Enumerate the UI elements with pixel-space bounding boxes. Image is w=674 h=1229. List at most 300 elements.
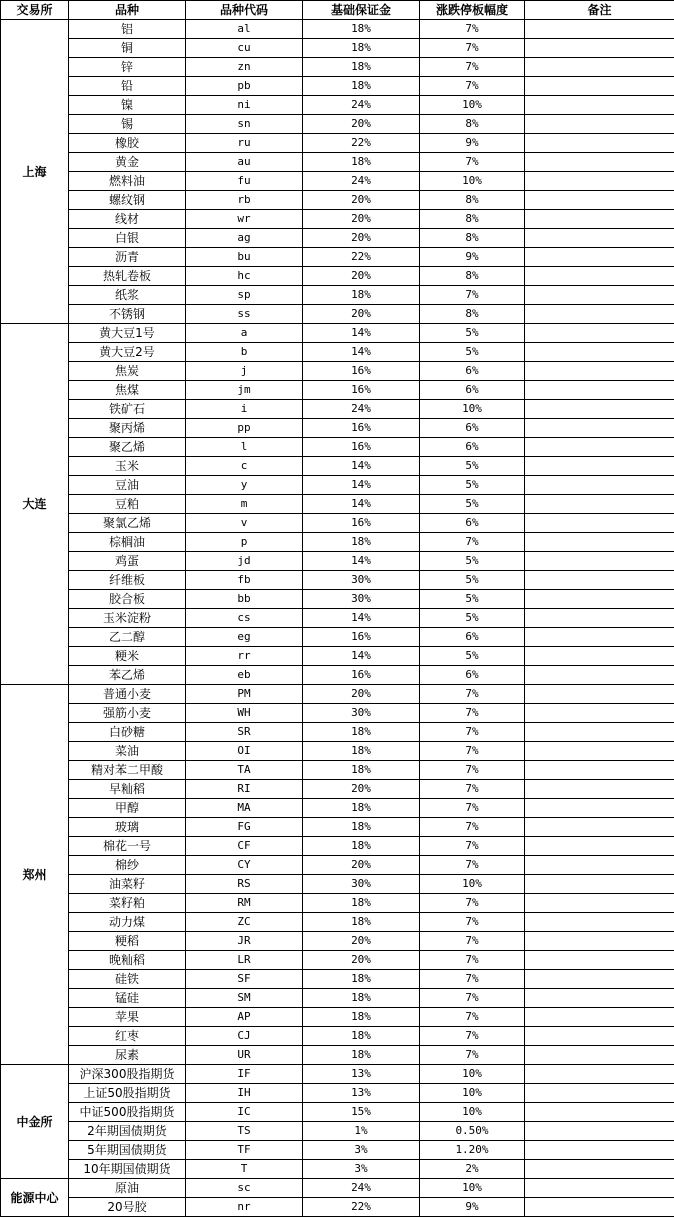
table-row bbox=[1, 20, 674, 39]
limit-cell: 8% bbox=[420, 267, 525, 286]
product-cell: 铜 bbox=[69, 39, 186, 58]
product-cell: 20号胶 bbox=[69, 1198, 186, 1217]
remarks-cell bbox=[525, 894, 674, 913]
code-cell: RS bbox=[186, 875, 303, 894]
code-cell: CF bbox=[186, 837, 303, 856]
margin-cell: 18% bbox=[303, 286, 420, 305]
limit-cell: 7% bbox=[420, 723, 525, 742]
table-row bbox=[1, 58, 674, 77]
code-cell: MA bbox=[186, 799, 303, 818]
code-cell: PM bbox=[186, 685, 303, 704]
header-remarks: 备注 bbox=[525, 1, 674, 20]
limit-cell: 7% bbox=[420, 39, 525, 58]
product-cell: 尿素 bbox=[69, 1046, 186, 1065]
margin-cell: 18% bbox=[303, 742, 420, 761]
remarks-cell bbox=[525, 552, 674, 571]
margin-cell: 13% bbox=[303, 1065, 420, 1084]
table-row bbox=[1, 1103, 674, 1122]
limit-cell: 9% bbox=[420, 1198, 525, 1217]
margin-cell: 24% bbox=[303, 400, 420, 419]
margin-cell: 18% bbox=[303, 894, 420, 913]
code-cell: sp bbox=[186, 286, 303, 305]
product-cell: 沪深300股指期货 bbox=[69, 1065, 186, 1084]
margin-cell: 13% bbox=[303, 1084, 420, 1103]
limit-cell: 7% bbox=[420, 685, 525, 704]
code-cell: IH bbox=[186, 1084, 303, 1103]
header-row bbox=[1, 1, 674, 20]
table-row bbox=[1, 894, 674, 913]
table-row bbox=[1, 476, 674, 495]
margin-cell: 20% bbox=[303, 951, 420, 970]
margin-cell: 18% bbox=[303, 723, 420, 742]
product-cell: 动力煤 bbox=[69, 913, 186, 932]
remarks-cell bbox=[525, 172, 674, 191]
remarks-cell bbox=[525, 989, 674, 1008]
limit-cell: 10% bbox=[420, 1103, 525, 1122]
product-cell: 5年期国债期货 bbox=[69, 1141, 186, 1160]
table-row bbox=[1, 818, 674, 837]
product-cell: 菜籽粕 bbox=[69, 894, 186, 913]
product-cell: 玉米 bbox=[69, 457, 186, 476]
product-cell: 螺纹钢 bbox=[69, 191, 186, 210]
table-row bbox=[1, 780, 674, 799]
remarks-cell bbox=[525, 628, 674, 647]
limit-cell: 5% bbox=[420, 571, 525, 590]
remarks-cell bbox=[525, 1046, 674, 1065]
product-cell: 早籼稻 bbox=[69, 780, 186, 799]
code-cell: ni bbox=[186, 96, 303, 115]
table-row bbox=[1, 362, 674, 381]
remarks-cell bbox=[525, 39, 674, 58]
product-cell: 棉花一号 bbox=[69, 837, 186, 856]
margin-cell: 14% bbox=[303, 495, 420, 514]
limit-cell: 10% bbox=[420, 96, 525, 115]
product-cell: 锡 bbox=[69, 115, 186, 134]
margin-cell: 24% bbox=[303, 1179, 420, 1198]
product-cell: 玻璃 bbox=[69, 818, 186, 837]
limit-cell: 7% bbox=[420, 761, 525, 780]
code-cell: jm bbox=[186, 381, 303, 400]
remarks-cell bbox=[525, 666, 674, 685]
limit-cell: 7% bbox=[420, 58, 525, 77]
margin-cell: 18% bbox=[303, 1046, 420, 1065]
code-cell: sc bbox=[186, 1179, 303, 1198]
remarks-cell bbox=[525, 590, 674, 609]
margin-cell: 20% bbox=[303, 856, 420, 875]
table-row bbox=[1, 628, 674, 647]
table-row bbox=[1, 172, 674, 191]
code-cell: cu bbox=[186, 39, 303, 58]
code-cell: T bbox=[186, 1160, 303, 1179]
remarks-cell bbox=[525, 970, 674, 989]
product-cell: 白银 bbox=[69, 229, 186, 248]
table-row bbox=[1, 989, 674, 1008]
code-cell: wr bbox=[186, 210, 303, 229]
remarks-cell bbox=[525, 761, 674, 780]
margin-cell: 14% bbox=[303, 476, 420, 495]
exchange-cell: 能源中心 bbox=[1, 1179, 69, 1217]
remarks-cell bbox=[525, 343, 674, 362]
limit-cell: 5% bbox=[420, 609, 525, 628]
table-row bbox=[1, 552, 674, 571]
limit-cell: 6% bbox=[420, 628, 525, 647]
limit-cell: 9% bbox=[420, 248, 525, 267]
limit-cell: 7% bbox=[420, 1046, 525, 1065]
limit-cell: 7% bbox=[420, 1008, 525, 1027]
table-row bbox=[1, 229, 674, 248]
remarks-cell bbox=[525, 438, 674, 457]
remarks-cell bbox=[525, 856, 674, 875]
remarks-cell bbox=[525, 1027, 674, 1046]
margin-cell: 14% bbox=[303, 324, 420, 343]
table-row bbox=[1, 248, 674, 267]
product-cell: 铝 bbox=[69, 20, 186, 39]
limit-cell: 10% bbox=[420, 1084, 525, 1103]
table-row bbox=[1, 267, 674, 286]
margin-cell: 18% bbox=[303, 153, 420, 172]
margin-cell: 18% bbox=[303, 39, 420, 58]
code-cell: ZC bbox=[186, 913, 303, 932]
product-cell: 聚乙烯 bbox=[69, 438, 186, 457]
product-cell: 橡胶 bbox=[69, 134, 186, 153]
header-limit: 涨跌停板幅度 bbox=[420, 1, 525, 20]
table-row bbox=[1, 761, 674, 780]
product-cell: 上证50股指期货 bbox=[69, 1084, 186, 1103]
product-cell: 菜油 bbox=[69, 742, 186, 761]
code-cell: UR bbox=[186, 1046, 303, 1065]
limit-cell: 7% bbox=[420, 799, 525, 818]
remarks-cell bbox=[525, 419, 674, 438]
product-cell: 豆油 bbox=[69, 476, 186, 495]
limit-cell: 8% bbox=[420, 191, 525, 210]
product-cell: 粳米 bbox=[69, 647, 186, 666]
remarks-cell bbox=[525, 533, 674, 552]
table-row bbox=[1, 837, 674, 856]
margin-cell: 18% bbox=[303, 761, 420, 780]
margin-cell: 20% bbox=[303, 115, 420, 134]
header-margin: 基础保证金 bbox=[303, 1, 420, 20]
table-row bbox=[1, 704, 674, 723]
margin-cell: 30% bbox=[303, 875, 420, 894]
remarks-cell bbox=[525, 647, 674, 666]
margin-cell: 18% bbox=[303, 837, 420, 856]
table-row bbox=[1, 742, 674, 761]
margin-cell: 18% bbox=[303, 1027, 420, 1046]
remarks-cell bbox=[525, 704, 674, 723]
remarks-cell bbox=[525, 1198, 674, 1217]
code-cell: LR bbox=[186, 951, 303, 970]
code-cell: pb bbox=[186, 77, 303, 96]
remarks-cell bbox=[525, 799, 674, 818]
code-cell: CY bbox=[186, 856, 303, 875]
remarks-cell bbox=[525, 932, 674, 951]
code-cell: rr bbox=[186, 647, 303, 666]
limit-cell: 7% bbox=[420, 989, 525, 1008]
remarks-cell bbox=[525, 780, 674, 799]
remarks-cell bbox=[525, 1008, 674, 1027]
table-row bbox=[1, 1027, 674, 1046]
table-row bbox=[1, 533, 674, 552]
remarks-cell bbox=[525, 1160, 674, 1179]
product-cell: 2年期国债期货 bbox=[69, 1122, 186, 1141]
code-cell: v bbox=[186, 514, 303, 533]
code-cell: rb bbox=[186, 191, 303, 210]
limit-cell: 10% bbox=[420, 875, 525, 894]
margin-cell: 14% bbox=[303, 343, 420, 362]
product-cell: 聚丙烯 bbox=[69, 419, 186, 438]
limit-cell: 7% bbox=[420, 77, 525, 96]
remarks-cell bbox=[525, 77, 674, 96]
limit-cell: 7% bbox=[420, 742, 525, 761]
limit-cell: 7% bbox=[420, 20, 525, 39]
margin-cell: 18% bbox=[303, 913, 420, 932]
margin-cell: 20% bbox=[303, 210, 420, 229]
margin-cell: 15% bbox=[303, 1103, 420, 1122]
code-cell: TF bbox=[186, 1141, 303, 1160]
code-cell: OI bbox=[186, 742, 303, 761]
table-row bbox=[1, 1122, 674, 1141]
table-row bbox=[1, 1008, 674, 1027]
limit-cell: 6% bbox=[420, 362, 525, 381]
limit-cell: 5% bbox=[420, 343, 525, 362]
remarks-cell bbox=[525, 476, 674, 495]
table-row bbox=[1, 381, 674, 400]
table-row bbox=[1, 400, 674, 419]
margin-cell: 20% bbox=[303, 305, 420, 324]
table-row bbox=[1, 799, 674, 818]
table-row bbox=[1, 324, 674, 343]
remarks-cell bbox=[525, 286, 674, 305]
product-cell: 棕榈油 bbox=[69, 533, 186, 552]
code-cell: i bbox=[186, 400, 303, 419]
code-cell: c bbox=[186, 457, 303, 476]
limit-cell: 7% bbox=[420, 894, 525, 913]
product-cell: 不锈钢 bbox=[69, 305, 186, 324]
limit-cell: 6% bbox=[420, 438, 525, 457]
table-row bbox=[1, 210, 674, 229]
table-row bbox=[1, 77, 674, 96]
code-cell: ss bbox=[186, 305, 303, 324]
table-row bbox=[1, 590, 674, 609]
product-cell: 油菜籽 bbox=[69, 875, 186, 894]
limit-cell: 1.20% bbox=[420, 1141, 525, 1160]
table-row bbox=[1, 856, 674, 875]
limit-cell: 7% bbox=[420, 970, 525, 989]
product-cell: 镍 bbox=[69, 96, 186, 115]
remarks-cell bbox=[525, 609, 674, 628]
product-cell: 铅 bbox=[69, 77, 186, 96]
code-cell: JR bbox=[186, 932, 303, 951]
remarks-cell bbox=[525, 362, 674, 381]
code-cell: fu bbox=[186, 172, 303, 191]
limit-cell: 7% bbox=[420, 780, 525, 799]
margin-cell: 20% bbox=[303, 685, 420, 704]
margin-cell: 3% bbox=[303, 1160, 420, 1179]
product-cell: 聚氯乙烯 bbox=[69, 514, 186, 533]
remarks-cell bbox=[525, 305, 674, 324]
code-cell: AP bbox=[186, 1008, 303, 1027]
product-cell: 铁矿石 bbox=[69, 400, 186, 419]
table-row bbox=[1, 913, 674, 932]
margin-cell: 18% bbox=[303, 799, 420, 818]
remarks-cell bbox=[525, 96, 674, 115]
product-cell: 燃料油 bbox=[69, 172, 186, 191]
product-cell: 豆粕 bbox=[69, 495, 186, 514]
code-cell: au bbox=[186, 153, 303, 172]
product-cell: 硅铁 bbox=[69, 970, 186, 989]
product-cell: 黄大豆1号 bbox=[69, 324, 186, 343]
remarks-cell bbox=[525, 514, 674, 533]
code-cell: eb bbox=[186, 666, 303, 685]
product-cell: 原油 bbox=[69, 1179, 186, 1198]
remarks-cell bbox=[525, 457, 674, 476]
product-cell: 玉米淀粉 bbox=[69, 609, 186, 628]
code-cell: IF bbox=[186, 1065, 303, 1084]
code-cell: m bbox=[186, 495, 303, 514]
remarks-cell bbox=[525, 742, 674, 761]
remarks-cell bbox=[525, 818, 674, 837]
margin-cell: 14% bbox=[303, 647, 420, 666]
margin-cell: 1% bbox=[303, 1122, 420, 1141]
table-row bbox=[1, 1198, 674, 1217]
product-cell: 纤维板 bbox=[69, 571, 186, 590]
remarks-cell bbox=[525, 685, 674, 704]
code-cell: WH bbox=[186, 704, 303, 723]
limit-cell: 9% bbox=[420, 134, 525, 153]
exchange-cell: 上海 bbox=[1, 20, 69, 324]
product-cell: 鸡蛋 bbox=[69, 552, 186, 571]
table-row bbox=[1, 39, 674, 58]
table-row bbox=[1, 153, 674, 172]
margin-cell: 3% bbox=[303, 1141, 420, 1160]
limit-cell: 7% bbox=[420, 533, 525, 552]
product-cell: 热轧卷板 bbox=[69, 267, 186, 286]
table-row bbox=[1, 96, 674, 115]
table-row bbox=[1, 723, 674, 742]
limit-cell: 8% bbox=[420, 115, 525, 134]
limit-cell: 8% bbox=[420, 210, 525, 229]
margin-cell: 16% bbox=[303, 381, 420, 400]
remarks-cell bbox=[525, 1141, 674, 1160]
table-row bbox=[1, 1179, 674, 1198]
margin-cell: 20% bbox=[303, 932, 420, 951]
margin-cell: 20% bbox=[303, 267, 420, 286]
remarks-cell bbox=[525, 951, 674, 970]
limit-cell: 8% bbox=[420, 305, 525, 324]
margin-cell: 20% bbox=[303, 229, 420, 248]
margin-cell: 16% bbox=[303, 628, 420, 647]
limit-cell: 6% bbox=[420, 419, 525, 438]
table-row bbox=[1, 875, 674, 894]
code-cell: FG bbox=[186, 818, 303, 837]
code-cell: nr bbox=[186, 1198, 303, 1217]
table-row bbox=[1, 666, 674, 685]
table-row bbox=[1, 1160, 674, 1179]
code-cell: zn bbox=[186, 58, 303, 77]
limit-cell: 7% bbox=[420, 818, 525, 837]
table-row bbox=[1, 970, 674, 989]
code-cell: RI bbox=[186, 780, 303, 799]
product-cell: 黄大豆2号 bbox=[69, 343, 186, 362]
code-cell: eg bbox=[186, 628, 303, 647]
code-cell: y bbox=[186, 476, 303, 495]
limit-cell: 5% bbox=[420, 647, 525, 666]
exchange-cell: 大连 bbox=[1, 324, 69, 685]
limit-cell: 6% bbox=[420, 514, 525, 533]
remarks-cell bbox=[525, 1065, 674, 1084]
margin-cell: 18% bbox=[303, 970, 420, 989]
remarks-cell bbox=[525, 571, 674, 590]
limit-cell: 2% bbox=[420, 1160, 525, 1179]
table-row bbox=[1, 951, 674, 970]
product-cell: 中证500股指期货 bbox=[69, 1103, 186, 1122]
margin-cell: 18% bbox=[303, 989, 420, 1008]
margin-cell: 22% bbox=[303, 248, 420, 267]
limit-cell: 10% bbox=[420, 400, 525, 419]
table-row bbox=[1, 685, 674, 704]
limit-cell: 7% bbox=[420, 932, 525, 951]
table-row bbox=[1, 191, 674, 210]
code-cell: j bbox=[186, 362, 303, 381]
table-row bbox=[1, 419, 674, 438]
limit-cell: 0.50% bbox=[420, 1122, 525, 1141]
limit-cell: 6% bbox=[420, 666, 525, 685]
remarks-cell bbox=[525, 381, 674, 400]
code-cell: al bbox=[186, 20, 303, 39]
remarks-cell bbox=[525, 875, 674, 894]
table-row bbox=[1, 134, 674, 153]
code-cell: l bbox=[186, 438, 303, 457]
margin-cell: 16% bbox=[303, 438, 420, 457]
margin-cell: 20% bbox=[303, 191, 420, 210]
limit-cell: 5% bbox=[420, 590, 525, 609]
product-cell: 强筋小麦 bbox=[69, 704, 186, 723]
code-cell: hc bbox=[186, 267, 303, 286]
code-cell: ag bbox=[186, 229, 303, 248]
margin-cell: 18% bbox=[303, 20, 420, 39]
remarks-cell bbox=[525, 913, 674, 932]
remarks-cell bbox=[525, 837, 674, 856]
code-cell: fb bbox=[186, 571, 303, 590]
product-cell: 乙二醇 bbox=[69, 628, 186, 647]
product-cell: 黄金 bbox=[69, 153, 186, 172]
limit-cell: 7% bbox=[420, 286, 525, 305]
margin-cell: 24% bbox=[303, 172, 420, 191]
remarks-cell bbox=[525, 1179, 674, 1198]
limit-cell: 5% bbox=[420, 495, 525, 514]
limit-cell: 7% bbox=[420, 704, 525, 723]
header-exchange: 交易所 bbox=[1, 1, 69, 20]
code-cell: p bbox=[186, 533, 303, 552]
product-cell: 锰硅 bbox=[69, 989, 186, 1008]
code-cell: SM bbox=[186, 989, 303, 1008]
table-row bbox=[1, 1084, 674, 1103]
margin-cell: 24% bbox=[303, 96, 420, 115]
margin-cell: 14% bbox=[303, 609, 420, 628]
code-cell: bu bbox=[186, 248, 303, 267]
limit-cell: 7% bbox=[420, 951, 525, 970]
remarks-cell bbox=[525, 229, 674, 248]
code-cell: SF bbox=[186, 970, 303, 989]
margin-cell: 16% bbox=[303, 362, 420, 381]
remarks-cell bbox=[525, 115, 674, 134]
table-row bbox=[1, 609, 674, 628]
table-row bbox=[1, 343, 674, 362]
limit-cell: 10% bbox=[420, 1179, 525, 1198]
product-cell: 精对苯二甲酸 bbox=[69, 761, 186, 780]
remarks-cell bbox=[525, 191, 674, 210]
remarks-cell bbox=[525, 723, 674, 742]
